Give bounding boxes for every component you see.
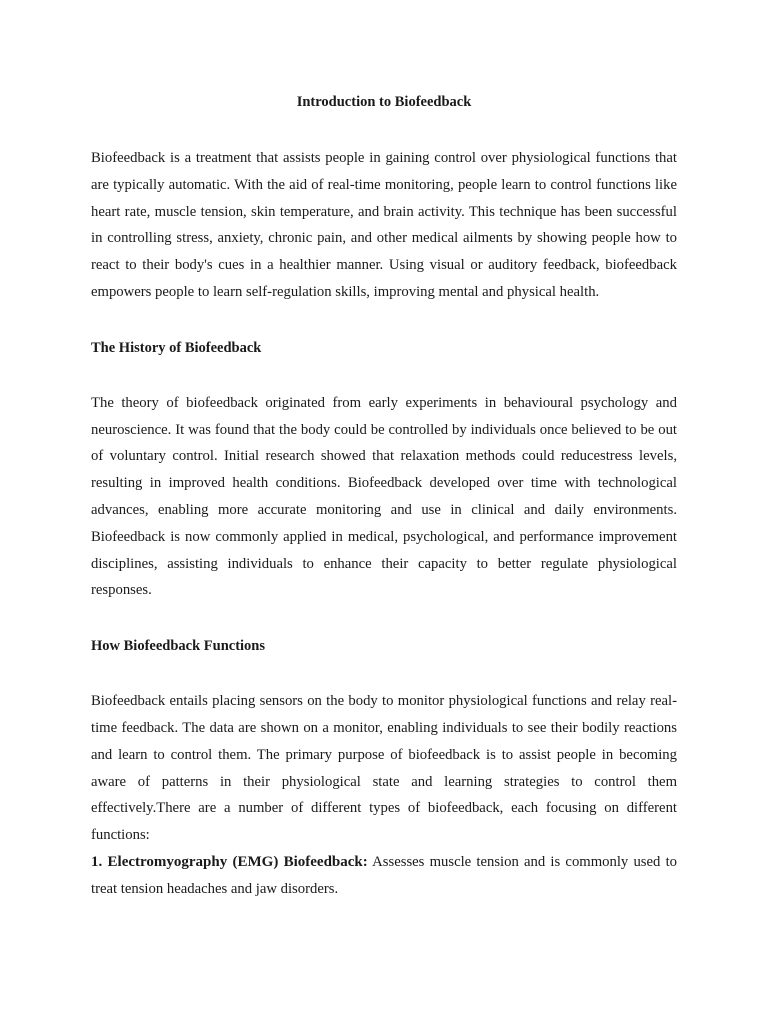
section-paragraph-functions: Biofeedback entails placing sensors on the body to monitor physiological functions and relay real-time feedback. The data are shown on a monitor, enabling individuals to see their bodily reactions and learn to control them. The primary purpose of biofeedback is to assist people in becoming aware of patterns in their physiological state and learning strategies to control them effectively.There are a number of different types of biofeedback, each focusing on different functions: (91, 693, 677, 844)
spacer (91, 604, 677, 636)
section-paragraph-history: The theory of biofeedback originated from early experiments in behavioural psychology and neuroscience. It was found that the body could be controlled by individuals once believed to be out of voluntary control. Initial research showed that relaxation methods could reducestress levels, resulting in improved health conditions. Biofeedback developed over time with technological advances, enabling more accurate monitoring and use in clinical and daily environments. Biofeedback is now commonly applied in medical, psychological, and performance improvement disciplines, assisting individuals to enhance their capacity to better regulate physiological responses. (91, 394, 677, 599)
list-item-emg (91, 849, 677, 903)
list-item-term: 1. Electromyography (EMG) Biofeedback: (91, 853, 368, 870)
intro-paragraph: Biofeedback is a treatment that assists people in gaining control over physiological functions that are typically automatic. With the aid of real-time monitoring, people learn to control functions like heart rate, muscle tension, skin temperature, and brain activity. This technique has been successful in controlling stress, anxiety, chronic pain, and other medical ailments by showing people how to react to their body's cues in a healthier manner. Using visual or auditory feedback, biofeedback empowers people to learn self-regulation skills, improving mental and physical health. (91, 150, 677, 300)
section-heading-history: The History of Biofeedback (91, 339, 262, 356)
spacer (91, 358, 677, 390)
spacer (91, 656, 677, 688)
spacer (91, 112, 677, 145)
section-heading-functions: How Biofeedback Functions (91, 638, 266, 655)
spacer (91, 306, 677, 338)
document-content (91, 92, 677, 903)
document-title: Introduction to Biofeedback (296, 94, 472, 110)
list-item-description: Assesses muscle tension and is commonly used to treat tension headaches and jaw disorders. (91, 853, 677, 897)
